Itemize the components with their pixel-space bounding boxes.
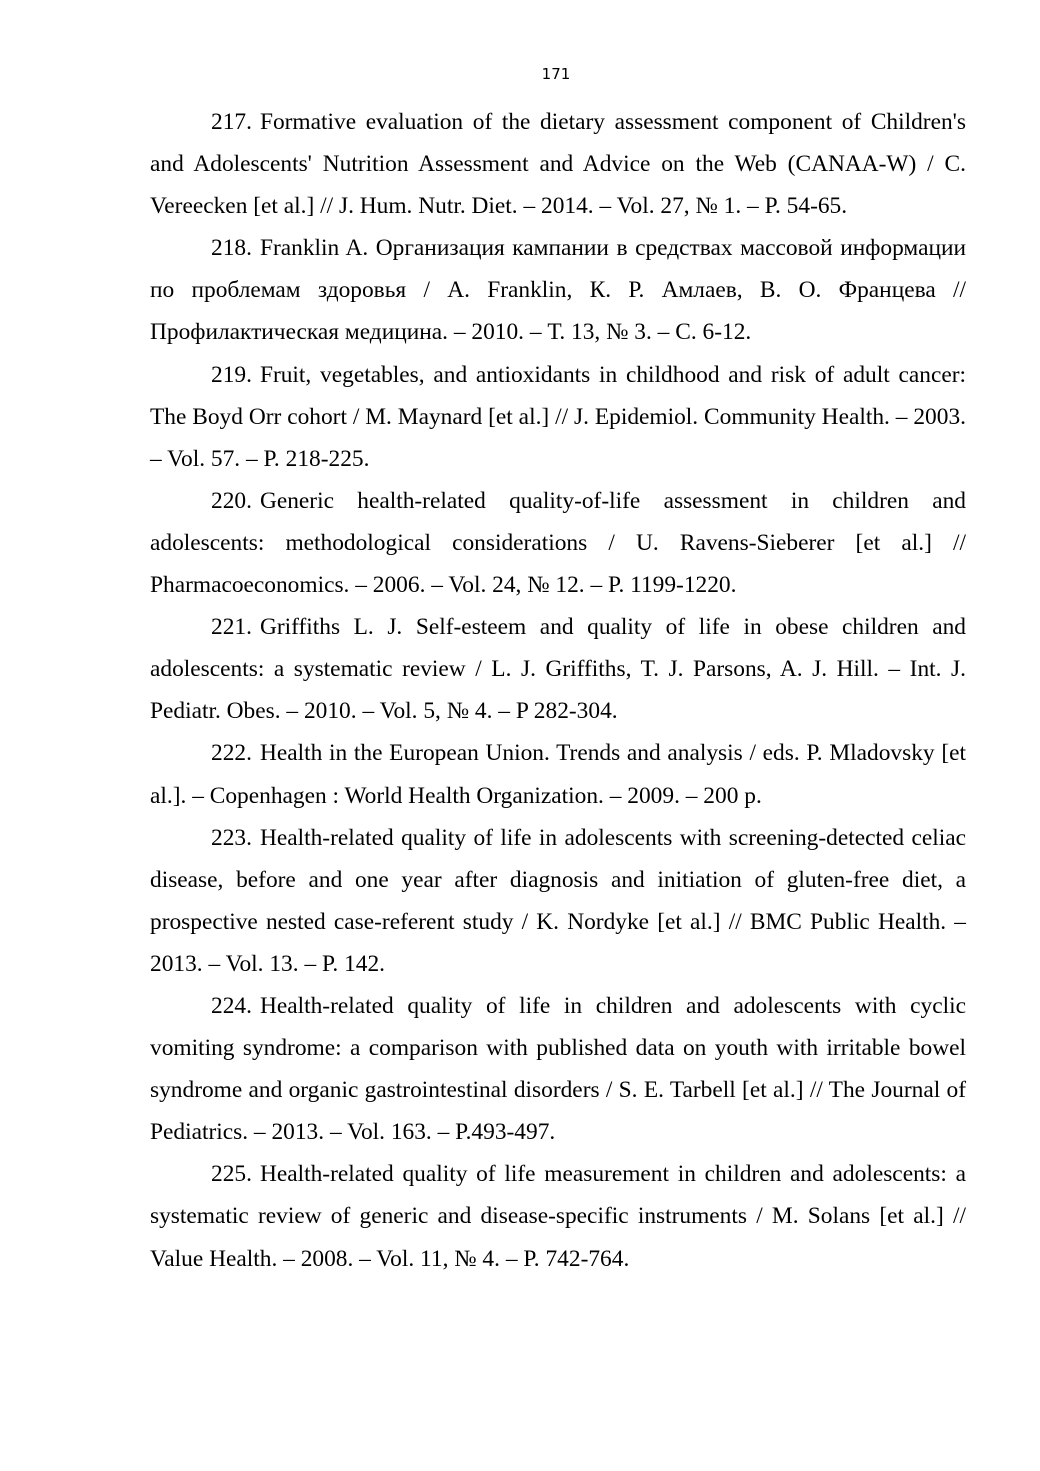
reference-item bbox=[150, 817, 966, 985]
reference-text: Health-related quality of life measurement in children and adolescents: a systematic review of generic and disease-specific instruments / M. Solans [et al.] // Value Health. – 2008. – Vol. 11, № 4. – P. 742-764. bbox=[150, 1161, 966, 1272]
reference-list bbox=[150, 101, 966, 1280]
reference-number: 218. bbox=[211, 235, 252, 262]
reference-text: Health-related quality of life in children and adolescents with cyclic vomiting syndrome: a comparison with published data on youth with irritable bowel syndrome and organic gastrointestinal disorders / S. E. Tarbell [et al.] // The Journal of Pediatrics. – 2013. – Vol. 163. – P.493-497. bbox=[150, 992, 966, 1146]
page-number: 171 bbox=[541, 65, 571, 83]
reference-item bbox=[150, 732, 966, 816]
reference-item bbox=[150, 1153, 966, 1279]
reference-number: 217. bbox=[211, 109, 252, 135]
reference-item bbox=[150, 606, 966, 732]
reference-text: Griffiths L. J. Self-esteem and quality of life in obese children and adolescents: a systematic review / L. J. Griffiths, T. J. Parsons, A. J. Hill. – Int. J. Pediatr. Obes. – 2010. – Vol. 5, № 4. – P 282-304. bbox=[150, 614, 966, 725]
reference-text: Fruit, vegetables, and antioxidants in childhood and risk of adult cancer: The Boyd Orr cohort / M. Maynard [et al.] // J. Epidemiol. Community Health. – 2003. – Vol. 57. – P. 218-225. bbox=[150, 361, 966, 472]
reference-item bbox=[150, 985, 966, 1153]
reference-text: Generic health-related quality-of-life assessment in children and adolescents: methodological considerations / U. Ravens-Sieberer [et al.] // Pharmacoeconomics. – 2006. – Vol. 24, № 12. – P. 1199-1220. bbox=[150, 487, 966, 599]
reference-item bbox=[150, 101, 966, 227]
reference-number: 225. bbox=[211, 1161, 252, 1188]
reference-item bbox=[150, 354, 966, 480]
reference-text: Health-related quality of life in adolescents with screening-detected celiac disease, before and one year after diagnosis and initiation of gluten-free diet, a prospective nested case-referent study / K. Nordyke [et al.] // BMC Public Health. – 2013. – Vol. 13. – P. 142. bbox=[150, 824, 966, 977]
reference-item bbox=[150, 480, 966, 606]
reference-text: Franklin A. Организация кампании в средствах массовой информации по проблемам здоровья / A. Franklin, К. Р. Амлаев, В. О. Францева // Профилактическая медицина. – 2010. – Т. 13, № 3. – С. 6-12. bbox=[150, 235, 966, 346]
reference-item bbox=[150, 227, 966, 353]
reference-number: 219. bbox=[211, 361, 252, 388]
reference-number: 222. bbox=[211, 740, 252, 767]
reference-number: 221. bbox=[211, 614, 252, 641]
reference-text: Health in the European Union. Trends and analysis / eds. P. Mladovsky [et al.]. – Copenhagen : World Health Organization. – 2009. – 200 p. bbox=[150, 740, 966, 809]
reference-text: Formative evaluation of the dietary assessment component of Children's and Adolescents' Nutrition Assessment and Advice on the Web (CANAA-W) / C. Vereecken [et al.] // J. Hum. Nutr. Diet. – 2014. – Vol. 27, № 1. – P. 54-65. bbox=[150, 109, 966, 220]
reference-number: 224. bbox=[211, 992, 252, 1019]
reference-number: 220. bbox=[211, 487, 252, 514]
reference-number: 223. bbox=[211, 824, 252, 851]
